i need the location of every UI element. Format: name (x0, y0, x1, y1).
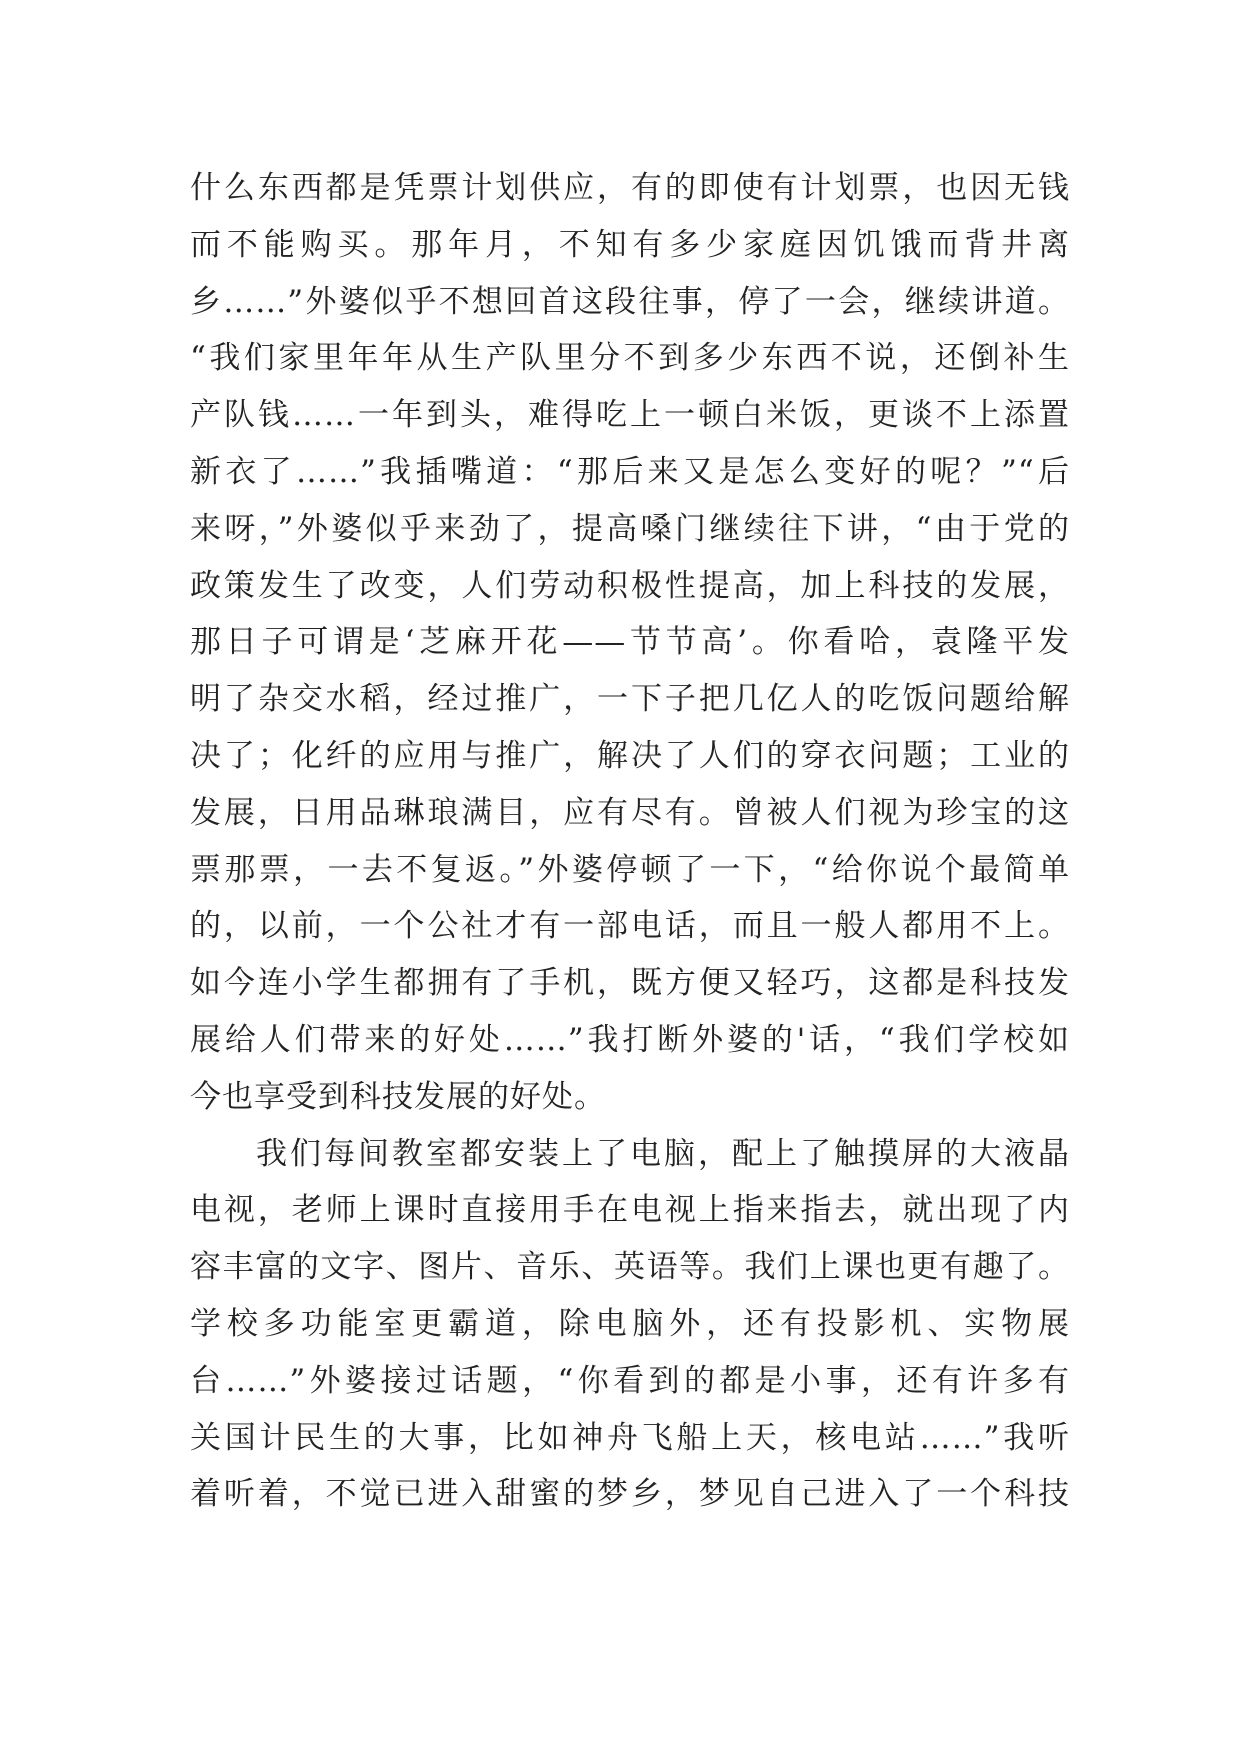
text-line: 学校多功能室更霸道，除电脑外，还有投影机、实物展 (190, 1305, 1070, 1342)
text-line: 发展，日用品琳琅满目，应有尽有。曾被人们视为珍宝的这 (190, 794, 1070, 831)
text-line: 政策发生了改变，人们劳动积极性提高，加上科技的发展， (190, 567, 1070, 604)
text-line: 票那票，一去不复返。”外婆停顿了一下，“给你说个最简单 (190, 851, 1070, 888)
text-line: 展给人们带来的好处……”我打断外婆的'话，“我们学校如 (190, 1021, 1070, 1058)
text-line: 决了；化纤的应用与推广，解决了人们的穿衣问题；工业的 (190, 737, 1070, 774)
text-line: 来呀，”外婆似乎来劲了，提高嗓门继续往下讲，“由于党的 (190, 510, 1070, 547)
text-line: 容丰富的文字、图片、音乐、英语等。我们上课也更有趣了。 (190, 1249, 1070, 1286)
text-line: 什么东西都是凭票计划供应，有的即使有计划票，也因无钱 (190, 170, 1070, 206)
text-line: 那日子可谓是‘芝麻开花——节节高’。你看哈，袁隆平发 (190, 624, 1070, 661)
text-line: 的，以前，一个公社才有一部电话，而且一般人都用不上。 (190, 908, 1070, 945)
body-text (190, 160, 1070, 1523)
text-line: 台……”外婆接过话题，“你看到的都是小事，还有许多有 (190, 1362, 1070, 1399)
text-line: 着听着，不觉已进入甜蜜的梦乡，梦见自己进入了一个科技 (190, 1476, 1070, 1513)
text-line: 电视，老师上课时直接用手在电视上指来指去，就出现了内 (190, 1192, 1070, 1229)
text-line: 乡……”外婆似乎不想回首这段往事，停了一会，继续讲道。 (190, 283, 1070, 320)
text-line: 新衣了……”我插嘴道：“那后来又是怎么变好的呢？”“后 (190, 453, 1070, 490)
paragraph-first-line: 我们每间教室都安装上了电脑，配上了触摸屏的大液晶 (256, 1135, 1070, 1172)
text-line: 而不能购买。那年月，不知有多少家庭因饥饿而背井离 (190, 226, 1070, 263)
text-line: “我们家里年年从生产队里分不到多少东西不说，还倒补生 (190, 340, 1070, 377)
text-line: 明了杂交水稻，经过推广，一下子把几亿人的吃饭问题给解 (190, 681, 1070, 718)
text-line: 关国计民生的大事，比如神舟飞船上天，核电站……”我听 (190, 1419, 1070, 1456)
text-line: 产队钱……一年到头，难得吃上一顿白米饭，更谈不上添置 (190, 397, 1070, 434)
text-line: 如今连小学生都拥有了手机，既方便又轻巧，这都是科技发 (190, 965, 1070, 1002)
text-line: 今也享受到科技发展的好处。 (190, 1078, 606, 1115)
